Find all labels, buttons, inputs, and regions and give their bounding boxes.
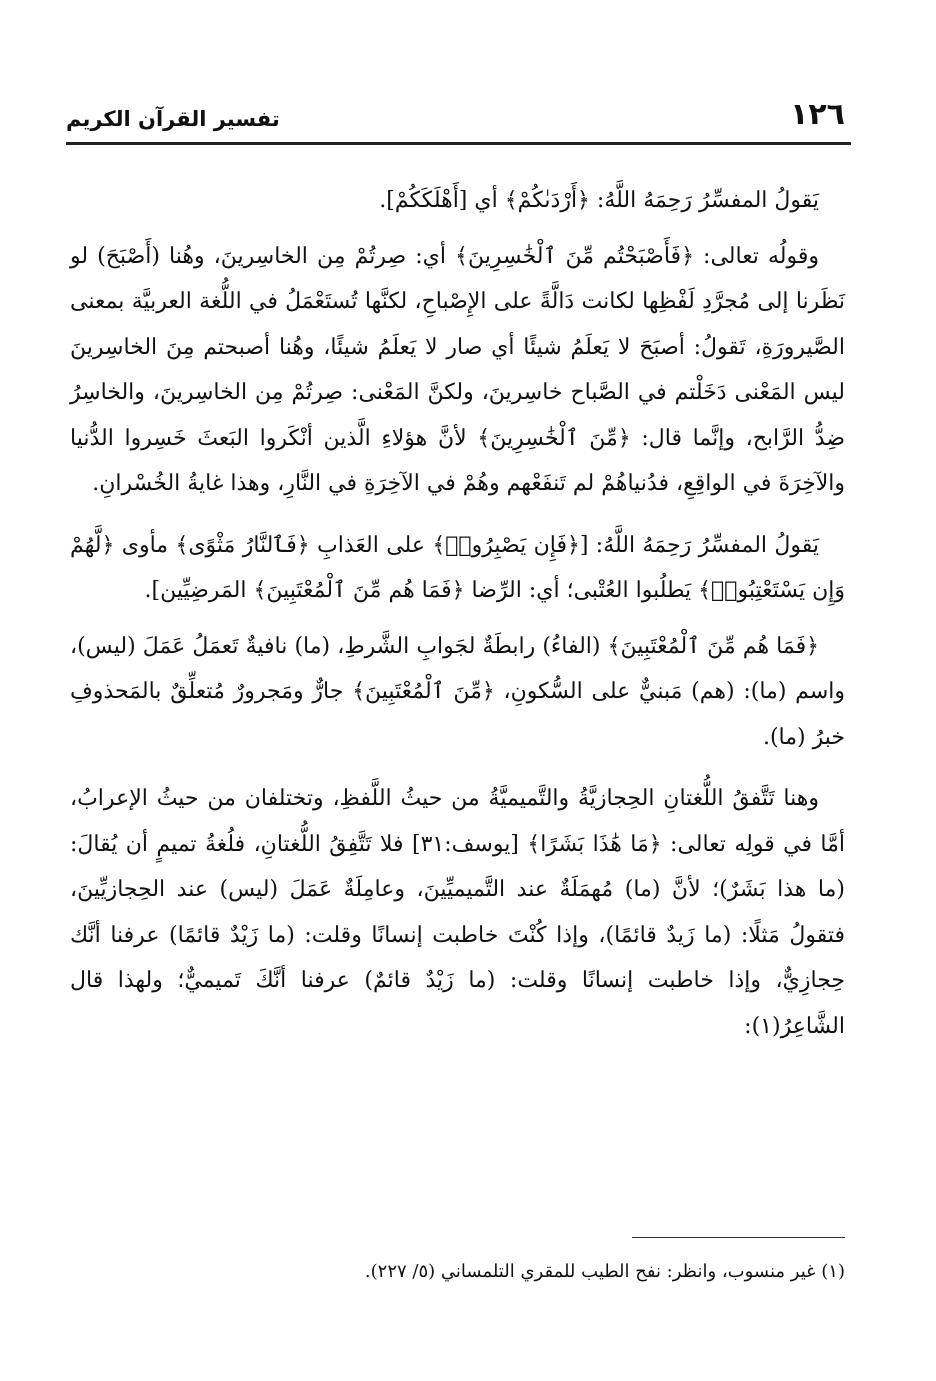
paragraph: وهنا تَتَّفقُ اللُّغتانِ الحِجازيَّةُ والتَّميميَّةُ من حيثُ اللَّفظِ، وتختلفان من حيثُ الإعرابُ، أمَّا في قولِه تعالى: ﴿مَا هَٰذَا بَشَرًا﴾ [يوسف:٣١] فلا تَتَّفِقُ اللُّغتانِ، فلُغةُ تميمٍ أن يُقالَ: (ما هذا بَشَرٌ)؛ لأنَّ (ما) مُهمَلَةٌ عند التَّميميِّينَ، وعامِلَةٌ عَمَلَ (ليس) عند الحِجازيِّينَ، فتقولُ مَثلًا: (ما زَيدٌ قائمًا)، وإذا كُنْتَ خاطبت إنسانًا وقلت: (ما زَيْدٌ قائمًا) عرفنا أنَّك حِجازِيٌّ، وإذا خاطبت إنسانًا وقلت: (ما زَيْدٌ قائمٌ) عرفنا أنَّكَ تَميميٌّ؛ ولهذا قال الشَّاعِرُ(١): [70, 786, 845, 1039]
paragraph: ﴿فَمَا هُم مِّنَ ٱلْمُعْتَبِينَ﴾ (الفاءُ) رابطَةٌ لجَوابِ الشَّرطِ، (ما) نافيةٌ تَعمَلُ عَمَلَ (ليس)، واسم (ما): (هم) مَبنيٌّ على السُّكونِ، ﴿مِّنَ ٱلْمُعْتَبِينَ﴾ جارٌّ ومَجرورٌ مُتعلِّقٌ بالمَحذوفِ خبرُ (ما). [70, 633, 845, 750]
page-body [70, 178, 845, 1065]
page-number: ١٢٦ [790, 97, 845, 132]
paragraph: يَقولُ المفسِّرُ رَحِمَهُ اللَّهُ: ﴿أَرْدَىٰكُمْ﴾ أي [أَهْلَكَكُمْ]. [379, 188, 819, 213]
footnote-divider [632, 1237, 845, 1238]
book-title: تفسير القرآن الكريم [66, 107, 280, 131]
paragraph: وقولُه تعالى: ﴿فَأَصْبَحْتُم مِّنَ ٱلْخَٰسِرِينَ﴾ أي: صِرتُمْ مِن الخاسِرينَ، وهُنا (أَصْبَحَ) لو نَظَرنا إلى مُجرَّدِ لَفْظِها لكانت دَالَّةً على الإِصْباحِ، لكنَّها تُستَعْمَلُ في اللُّغة العربيَّة بمعنى الصَّيرورَةِ، تَقولُ: أصبَحَ لا يَعلَمُ شيئًا أي صار لا يَعلَمُ شيئًا، وهُنا أصبحتم مِنَ الخاسِرينَ ليس المَعْنى دَخَلْتم في الصَّباح خاسِرينَ، ولكنَّ المَعْنى: صِرتُمْ مِن الخاسِرينَ، والخاسِرُ ضِدُّ الرَّابح، وإنَّما قال: ﴿مِّنَ ٱلْخَٰسِرِينَ﴾ لأنَّ هؤلاءِ الَّذين أنْكَروا البَعثَ خَسِروا الدُّنيا والآخِرَةَ في الواقِعِ، فدُنياهُمْ لم تَنفَعْهم وهُمْ في الآخِرَةِ في النَّارِ، وهذا غايةُ الخُسْرانِ. [70, 243, 845, 496]
footnote: (١) غير منسوب، وانظر: نفح الطيب للمقري التلمساني (٥/ ٢٢٧). [364, 1261, 845, 1282]
paragraph: يَقولُ المفسِّرُ رَحِمَهُ اللَّهُ: [﴿فَإِن يَصْبِرُوا۟﴾ على العَذابِ ﴿فَٱلنَّارُ مَثْوًى﴾ مأوى ﴿لَّهُمْ وَإِن يَسْتَعْتِبُوا۟﴾ يَطلُبوا العُتْبى؛ أي: الرِّضا ﴿فَمَا هُم مِّنَ ٱلْمُعْتَبِينَ﴾ المَرضِيِّين]. [70, 532, 845, 603]
page-header [66, 96, 851, 142]
header-divider [66, 142, 851, 145]
